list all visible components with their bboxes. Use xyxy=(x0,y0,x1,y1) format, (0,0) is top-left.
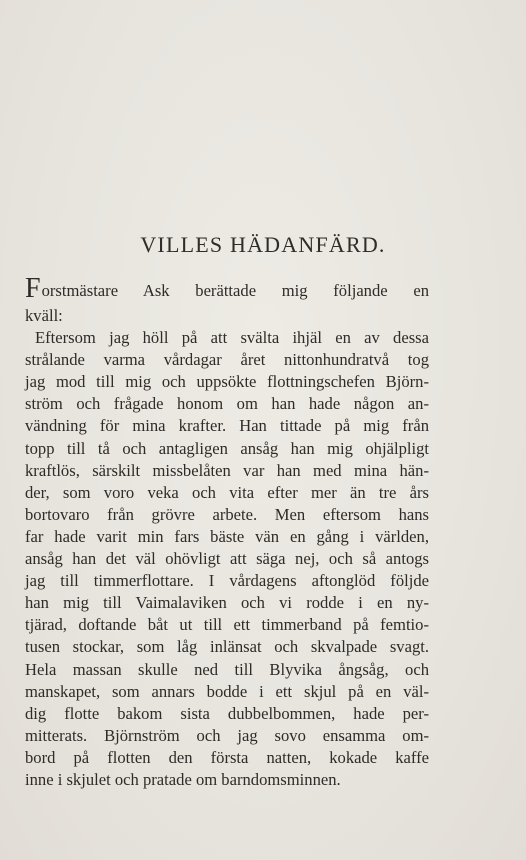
text-line: manskapet, som annars bodde i ett skjul på en väl- xyxy=(25,681,429,701)
text-line: jag mod till mig och uppsökte flottningschefen Björn- xyxy=(25,372,429,392)
text-line: strålande varma vårdagar året nittonhundratvå tog xyxy=(25,350,429,370)
text-line: jag till timmerflottare. I vårdagens aftonglöd följde xyxy=(25,571,429,591)
text-line: kraftlös, särskilt missbelåten var han med mina hän- xyxy=(25,460,429,480)
chapter-title: VILLES HÄDANFÄRD. xyxy=(140,232,386,257)
text-line: tjärad, doftande båt ut till ett timmerband på femtio- xyxy=(25,615,429,635)
text-line: mitterats. Björnström och jag sovo ensamma om- xyxy=(25,725,429,745)
text-line: Eftersom jag höll på att svälta ihjäl en av dessa xyxy=(35,328,429,348)
text-line: topp till tå och antagligen ansåg han mig ohjälpligt xyxy=(25,438,429,458)
text-line: far hade varit min fars bäste vän en gång i världen, xyxy=(25,526,429,546)
text-line: ansåg han det väl ohövligt att säga nej, och så antogs xyxy=(25,549,429,569)
text-line: ström och frågade honom om han hade någon an- xyxy=(25,394,429,414)
text-line: der, som voro veka och vita efter mer än tre års xyxy=(25,482,429,502)
text-line: Forstmästare Ask berättade mig följande en xyxy=(25,273,429,304)
text-line: bortovaro från grövre arbete. Men eftersom hans xyxy=(25,504,429,524)
body-text xyxy=(25,275,429,791)
text-line: kväll: xyxy=(25,306,63,325)
drop-cap: F xyxy=(25,273,41,304)
text-line: dig flotte bakom sista dubbelbommen, hade per- xyxy=(25,703,429,723)
text-line: tusen stockar, som låg inlänsat och skvalpade svagt. xyxy=(25,637,429,657)
text-line: vändning för mina krafter. Han tittade på mig från xyxy=(25,416,429,436)
text-line: inne i skjulet och pratade om barndomsminnen. xyxy=(25,769,341,789)
text-line: Hela massan skulle ned till Blyvika ångsåg, och xyxy=(25,659,429,679)
text-line: han mig till Vaimalaviken och vi rodde i en ny- xyxy=(25,593,429,613)
text-line: bord på flotten den första natten, kokade kaffe xyxy=(25,747,429,767)
